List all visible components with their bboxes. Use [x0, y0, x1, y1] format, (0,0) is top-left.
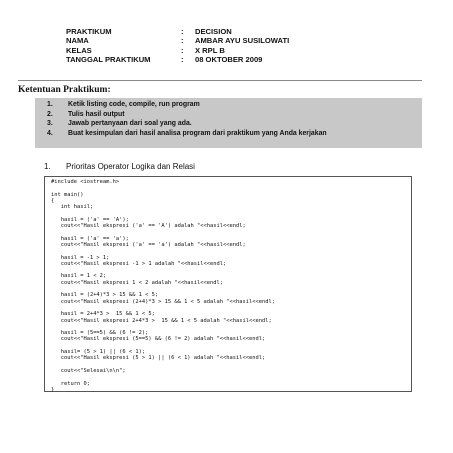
header-value: 08 OKTOBER 2009 — [195, 55, 263, 65]
code-listing — [44, 176, 412, 392]
code-line: cout<<"Hasil ekspresi 1 < 2 adalah "<<hasil<<endl; — [51, 279, 224, 286]
code-line: hasil = 1 < 2; — [51, 273, 107, 280]
code-line: hasil = (5==5) && (6 != 2); — [51, 330, 149, 337]
rule-text: Tulis hasil output — [68, 110, 125, 118]
rules-box — [35, 98, 422, 148]
code-line: cout<<"Hasil ekspresi ('a' == 'a') adalah "<<hasil<<endl; — [51, 241, 246, 248]
code-line: hasil = -1 > 1; — [51, 254, 110, 261]
code-line: cout<<"Hasil ekspresi ('a' == 'A') adalah "<<hasil<<endl; — [51, 223, 246, 230]
header-value: AMBAR AYU SUSILOWATI — [195, 36, 290, 46]
rule-number: 4. — [47, 129, 53, 137]
header-sep: : — [181, 27, 184, 36]
code-line: int hasil; — [51, 204, 94, 211]
code-line: hasil = 2+4*3 > 15 && 1 < 5; — [51, 311, 155, 318]
code-line: cout<<"Hasil ekspresi 2+4*3 > 15 && 1 < 5 adalah "<<hasil<<endl; — [51, 317, 272, 324]
subsection-number: 1. — [44, 162, 51, 171]
code-line: } — [51, 386, 55, 393]
subsection-title: Prioritas Operator Logika dan Relasi — [66, 162, 195, 171]
code-line: #include <iostream.h> — [51, 179, 120, 185]
header-info — [66, 27, 366, 65]
header-row — [66, 55, 366, 64]
header-sep: : — [181, 45, 184, 55]
code-line: hasil = ('a' == 'A'); — [51, 216, 129, 223]
rule-item — [35, 119, 422, 129]
header-key: PRAKTIKUM — [66, 27, 112, 36]
code-line: int main() — [51, 191, 84, 198]
rule-text: Jawab pertanyaan dari soal yang ada. — [68, 120, 192, 127]
code-line: hasil= (5 > 1) || (6 < 1); — [51, 349, 146, 356]
header-key: TANGGAL PRAKTIKUM — [66, 55, 151, 65]
header-sep: : — [181, 55, 184, 65]
rule-text: Buat kesimpulan dari hasil analisa program dari praktikum yang Anda kerjakan — [68, 129, 327, 137]
section-title: Ketentuan Praktikum: — [18, 85, 111, 95]
rule-item — [35, 129, 422, 139]
code-line: hasil = (2+4)*3 > 15 && 1 < 5; — [51, 292, 159, 299]
rule-text: Ketik listing code, compile, run program — [68, 101, 200, 108]
header-row — [66, 36, 366, 45]
header-key: NAMA — [66, 36, 89, 46]
rule-number: 2. — [47, 110, 53, 118]
code-line: return 0; — [51, 380, 90, 387]
code-line: cout<<"Hasil ekspresi -1 > 1 adalah "<<hasil<<endl; — [51, 260, 227, 267]
header-key: KELAS — [66, 45, 92, 55]
code-line: hasil = ('a' == 'a'); — [51, 235, 129, 242]
header-row — [66, 46, 366, 55]
rule-number: 3. — [47, 120, 53, 127]
header-row — [66, 27, 366, 36]
divider-line — [18, 80, 422, 81]
header-value: X RPL B — [195, 45, 225, 55]
code-line: cout<<"Selesai\n\n"; — [51, 367, 126, 374]
rule-item — [35, 100, 422, 110]
header-value: DECISION — [195, 27, 232, 36]
header-sep: : — [181, 36, 184, 46]
rule-item — [35, 110, 422, 120]
code-line: { — [51, 197, 55, 204]
code-line: cout<<"Hasil ekspresi (5 > 1) || (6 < 1) adalah "<<hasil<<endl; — [51, 355, 266, 362]
code-line: cout<<"Hasil ekspresi (2+4)*3 > 15 && 1 < 5 adalah "<<hasil<<endl; — [51, 298, 275, 305]
rule-number: 1. — [47, 101, 53, 108]
code-line: cout<<"Hasil ekspresi (5==5) && (6 != 2) adalah "<<hasil<<endl; — [51, 336, 266, 343]
subsection-heading — [44, 162, 195, 171]
